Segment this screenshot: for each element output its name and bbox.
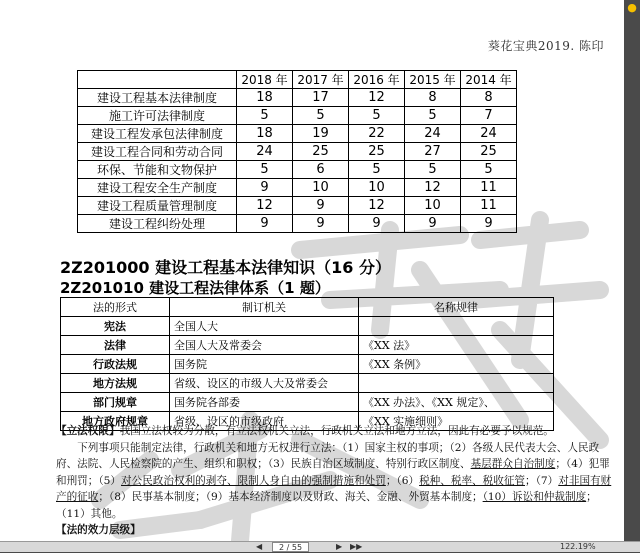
row-label: 建设工程纠纷处理 [78,215,237,233]
score-cell: 7 [461,107,517,125]
score-cell: 18 [237,89,293,107]
score-cell: 12 [349,89,405,107]
paragraph-text: ；（8）民事基本制度；（9）基本经济制度以及财政、海关、金融、外贸基本制度； [98,491,483,503]
score-cell: 9 [237,215,293,233]
law-table-header-row [61,298,554,317]
score-cell: 25 [293,143,349,161]
paragraph-text: ；（4）犯罪和刑罚；（5） [56,458,610,487]
table-row [78,161,517,179]
section-label: 【法的效力层级】 [56,524,141,536]
law-name: 《XX 实施细则》 [359,412,554,431]
table-row [78,197,517,215]
score-table [77,70,517,233]
lightbulb-icon[interactable]: ● [627,1,637,14]
score-cell: 5 [237,107,293,125]
year-header: 2015 年 [405,71,461,89]
score-cell: 12 [405,179,461,197]
underlined-text: 基层群众自治制度 [470,458,556,470]
table-row [78,215,517,233]
score-cell: 27 [405,143,461,161]
score-cell: 5 [293,107,349,125]
table-row [78,107,517,125]
score-cell: 5 [349,107,405,125]
law-header: 名称规律 [359,298,554,317]
row-label: 环保、节能和文物保护 [78,161,237,179]
law-name [359,317,554,336]
paragraph-line [56,522,612,539]
score-cell: 9 [237,179,293,197]
table-row [61,317,554,336]
table-row [78,125,517,143]
row-label: 建设工程发承包法律制度 [78,125,237,143]
law-organ: 全国人大及常委会 [170,336,359,355]
law-organ: 省级、设区的市级政府 [170,412,359,431]
score-cell: 11 [461,197,517,215]
paragraph-text: ；（7） [525,474,559,487]
score-cell: 6 [293,161,349,179]
row-label: 建设工程质量管理制度 [78,197,237,215]
score-cell: 5 [405,161,461,179]
law-form: 地方法规 [61,374,170,393]
score-cell: 9 [293,215,349,233]
score-cell: 24 [405,125,461,143]
law-header: 制订机关 [170,298,359,317]
score-cell: 18 [237,125,293,143]
paragraph-text: 下列事项只能制定法律，行政机关和地方无权进行立法：（1）国家主权的事项；（2）各级人民代表大会、人民政府、法院、人民检察院的产生、组织和职权；（3）民族自治区域制度、特别行政区制度、 [56,441,600,470]
table-row [61,393,554,412]
underlined-text: 税种、税率、税收征管 [419,474,526,487]
year-header: 2017 年 [293,71,349,89]
section-subtitle: 2Z201010 建设工程法律体系（1 题） [60,279,330,297]
score-cell: 22 [349,125,405,143]
score-cell: 9 [461,215,517,233]
year-header: 2016 年 [349,71,405,89]
last-page-icon[interactable]: ▶▶ [350,542,363,551]
score-cell: 11 [461,179,517,197]
law-name: 《XX 法》 [359,336,554,355]
law-organ: 国务院 [170,355,359,374]
row-label: 建设工程安全生产制度 [78,179,237,197]
score-cell: 5 [237,161,293,179]
score-cell: 5 [405,107,461,125]
underlined-text: 对公民政治权利的剥夺、限制人身自由的强制措施和处罚 [121,474,386,487]
score-cell: 8 [461,89,517,107]
page-indicator-input[interactable]: 2 / 55 [272,542,309,552]
row-label: 建设工程基本法律制度 [78,89,237,107]
score-cell: 19 [293,125,349,143]
score-table-header-row [78,71,517,89]
law-organ: 全国人大 [170,317,359,336]
header-text: 葵花宝典2019. 陈印 [487,39,604,53]
law-name [359,374,554,393]
paragraph-text: 我国立法权较为分散，有立法权机关立法，行政机关立法和地方立法，因此有必要予以规范。 [119,425,554,437]
year-header: 2014 年 [461,71,517,89]
underlined-text: 对非国有财产的征收 [56,474,612,503]
score-cell: 9 [405,215,461,233]
law-form: 地方政府规章 [61,412,170,431]
paragraph-line [56,423,612,440]
viewer-statusbar [0,541,640,552]
row-label: 施工许可法律制度 [78,107,237,125]
score-cell: 10 [293,179,349,197]
score-cell: 5 [349,161,405,179]
law-form-table [60,297,554,431]
score-cell: 12 [349,197,405,215]
underlined-text: （10）诉讼和仲裁制度 [482,491,587,503]
law-name: 《XX 办法》、《XX 规定》、 [359,393,554,412]
score-cell: 24 [461,125,517,143]
law-form: 部门规章 [61,393,170,412]
score-cell: 10 [349,179,405,197]
vertical-scrollbar[interactable] [624,0,640,541]
row-label: 建设工程合同和劳动合同 [78,143,237,161]
table-row [78,143,517,161]
paragraph-line [56,440,612,523]
table-row [78,89,517,107]
paragraph-text: ；（11）其他。 [56,491,597,520]
previous-page-icon[interactable]: ◀ [256,542,263,551]
table-row [61,355,554,374]
table-row [78,179,517,197]
law-organ: 国务院各部委 [170,393,359,412]
zoom-level[interactable]: 122.19% [560,542,596,551]
section-title: 2Z201000 建设工程基本法律知识（16 分） [60,258,391,277]
law-organ: 省级、设区的市级人大及常委会 [170,374,359,393]
score-cell: 10 [405,197,461,215]
score-cell: 25 [349,143,405,161]
section-label: 【立法权限】 [56,425,120,437]
next-page-icon[interactable]: ▶ [336,542,343,551]
paragraph-text: ；（6） [385,474,420,487]
score-cell: 12 [237,197,293,215]
law-form: 宪法 [61,317,170,336]
score-cell: 9 [349,215,405,233]
legislation-paragraph [56,423,612,539]
law-header: 法的形式 [61,298,170,317]
score-cell: 25 [461,143,517,161]
score-cell: 5 [461,161,517,179]
score-cell: 17 [293,89,349,107]
score-cell: 24 [237,143,293,161]
score-cell: 8 [405,89,461,107]
table-row [61,336,554,355]
year-header: 2018 年 [237,71,293,89]
score-table-corner [78,71,237,89]
law-form: 法律 [61,336,170,355]
score-cell: 9 [293,197,349,215]
law-form: 行政法规 [61,355,170,374]
table-row [61,374,554,393]
law-name: 《XX 条例》 [359,355,554,374]
